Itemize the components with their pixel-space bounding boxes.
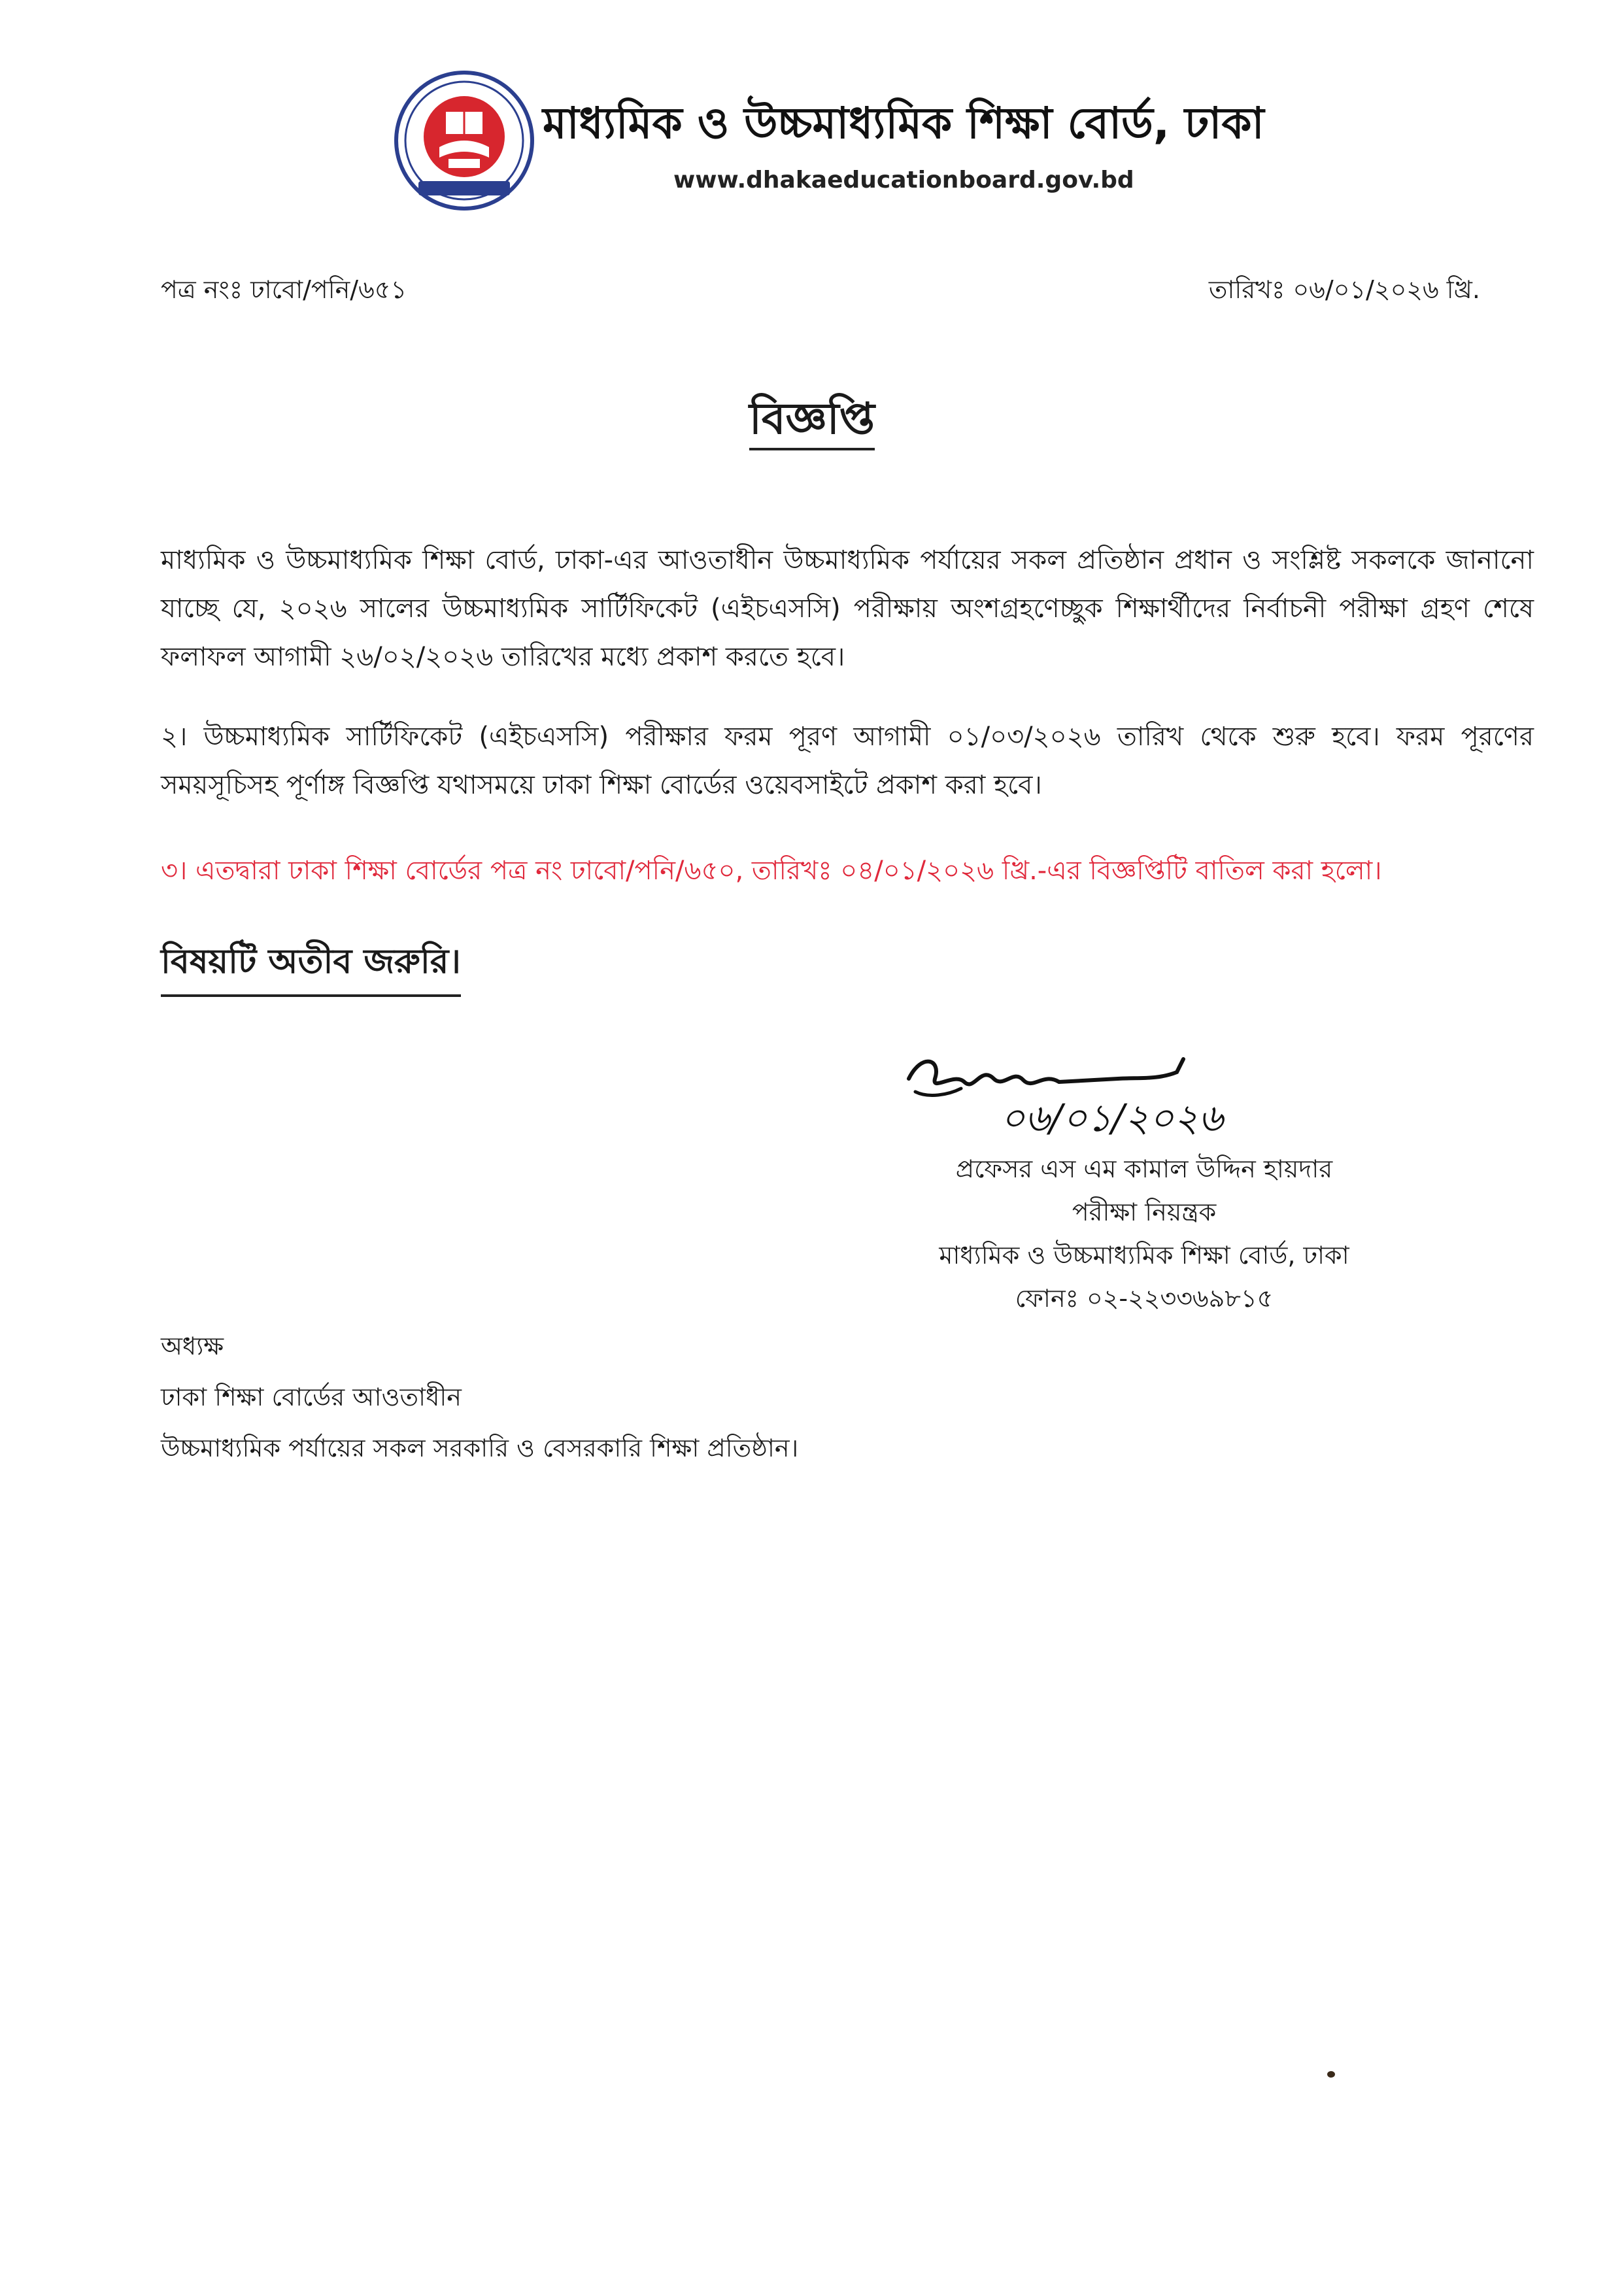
- issue-date: তারিখঃ ০৬/০১/২০২৬ খ্রি.: [1208, 275, 1480, 304]
- notice-paragraph-3-cancellation: ৩। এতদ্বারা ঢাকা শিক্ষা বোর্ডের পত্র নং ঢাবো/পনি/৬৫০, তারিখঃ ০৪/০১/২০২৬ খ্রি.-এর বিজ্ঞপ্তিটি বাতিল করা হলো।: [161, 856, 1382, 886]
- board-website: www.dhakaeducationboard.gov.bd: [673, 167, 1134, 194]
- recipient-block: [161, 1321, 798, 1474]
- signatory-designation: পরীক্ষা নিয়ন্ত্রক: [1072, 1198, 1217, 1226]
- signatory-name: প্রফেসর এস এম কামাল উদ্দিন হায়দার: [955, 1155, 1333, 1183]
- recipient-line-3: উচ্চমাধ্যমিক পর্যায়ের সকল সরকারি ও বেসরকারি শিক্ষা প্রতিষ্ঠান।: [161, 1434, 799, 1462]
- scan-speck: [1327, 2071, 1335, 2078]
- recipient-line-1: অধ্যক্ষ: [161, 1332, 224, 1360]
- board-name-heading: মাধ্যমিক ও উচ্চমাধ্যমিক শিক্ষা বোর্ড, ঢাকা: [543, 98, 1264, 148]
- urgent-note: বিষয়টি অতীব জরুরি।: [161, 935, 461, 997]
- handwritten-signature: [902, 1033, 1360, 1151]
- notice-paragraph-2: ২। উচ্চমাধ্যমিক সার্টিফিকেট (এইচএসসি) পরীক্ষার ফরম পূরণ আগামী ০১/০৩/২০২৬ তারিখ থেকে শুরু হবে। ফরম পূরণের সময়সূচিসহ পূর্ণাঙ্গ বিজ্ঞপ্তি যথাসময়ে ঢাকা শিক্ষা বোর্ডের ওয়েবসাইটে প্রকাশ করা হবে।: [161, 722, 1534, 800]
- signatory-phone: ফোনঃ ০২-২২৩৩৬৯৮১৫: [1015, 1284, 1274, 1313]
- signatory-block: [850, 1147, 1438, 1320]
- signature-date: ০৬/০১/২০২৬: [1000, 1096, 1223, 1140]
- recipient-line-2: ঢাকা শিক্ষা বোর্ডের আওতাধীন: [161, 1383, 462, 1411]
- notice-title-row: [0, 386, 1624, 458]
- signatory-office: মাধ্যমিক ও উচ্চমাধ্যমিক শিক্ষা বোর্ড, ঢাকা: [939, 1241, 1349, 1270]
- reference-number: পত্র নংঃ ঢাবো/পনি/৬৫১: [161, 275, 407, 304]
- notice-title: বিজ্ঞপ্তি: [749, 394, 875, 450]
- board-seal-logo: [392, 69, 536, 212]
- notice-paragraph-1: মাধ্যমিক ও উচ্চমাধ্যমিক শিক্ষা বোর্ড, ঢাকা-এর আওতাধীন উচ্চমাধ্যমিক পর্যায়ের সকল প্রতিষ্ঠান প্রধান ও সংশ্লিষ্ট সকলকে জানানো যাচ্ছে যে, ২০২৬ সালের উচ্চমাধ্যমিক সার্টিফিকেট (এইচএসসি) পরীক্ষায় অংশগ্রহণেচ্ছুক শিক্ষার্থীদের নির্বাচনী পরীক্ষা গ্রহণ শেষে ফলাফল আগামী ২৬/০২/২০২৬ তারিখের মধ্যে প্রকাশ করতে হবে।: [161, 545, 1534, 672]
